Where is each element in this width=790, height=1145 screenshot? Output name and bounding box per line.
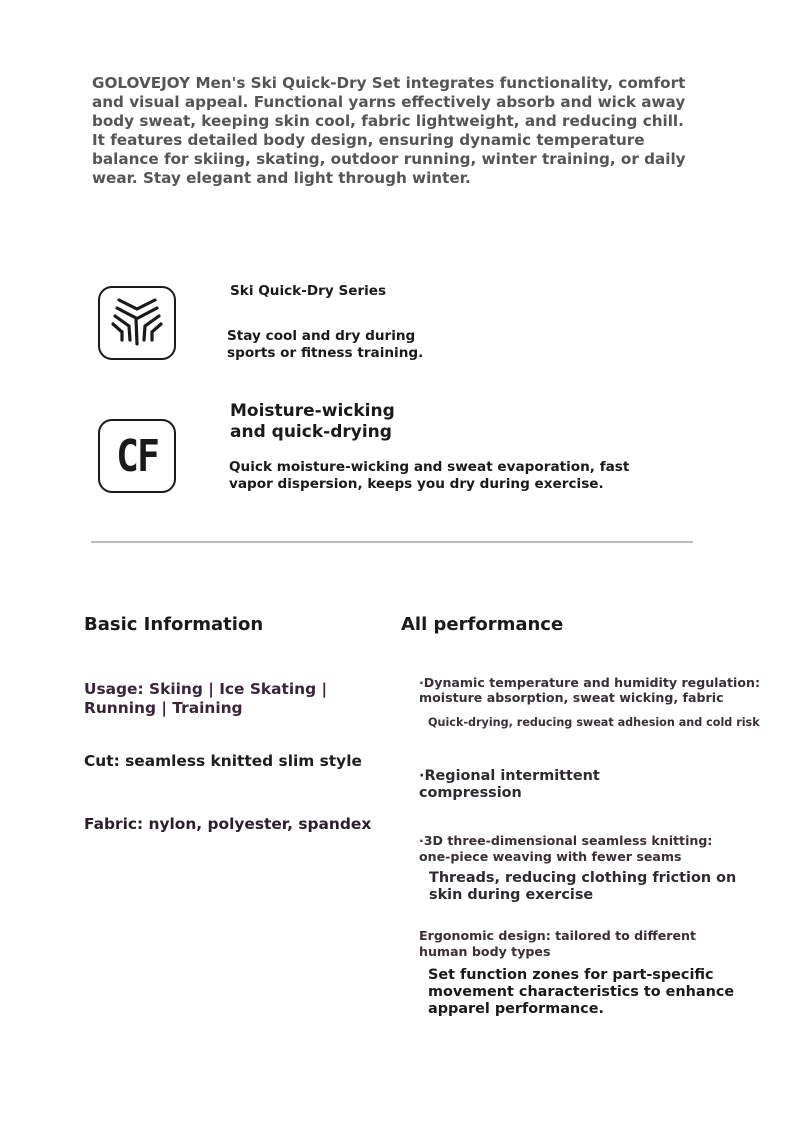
feature-title-line: and quick-drying — [230, 422, 392, 442]
feature-desc-line: vapor dispersion, keeps you dry during exercise. — [229, 476, 604, 492]
usage-line: Usage: Skiing | Ice Skating | — [84, 680, 328, 698]
feature-icon-box — [98, 419, 176, 493]
feature-title-line: Moisture-wicking — [230, 401, 395, 421]
feature-icon-box — [98, 286, 176, 360]
feature-desc-line: Quick moisture-wicking and sweat evaporation, fast — [229, 459, 630, 475]
triple-chevron-icon — [107, 294, 167, 352]
perf-item-sub: skin during exercise — [429, 887, 594, 903]
fabric-info: Fabric: nylon, polyester, spandex — [84, 815, 372, 833]
perf-item-line: ·3D three-dimensional seamless knitting: — [419, 833, 713, 848]
perf-item-line: moisture absorption, sweat wicking, fabric — [419, 690, 724, 705]
perf-item-sub: Set function zones for part-specific — [428, 967, 714, 983]
perf-item-sub: Quick-drying, reducing sweat adhesion and cold risk — [428, 716, 760, 729]
section-divider — [91, 541, 693, 543]
perf-item-line: Ergonomic design: tailored to different — [419, 928, 696, 943]
perf-item-sub: apparel performance. — [428, 1001, 604, 1017]
performance-heading: All performance — [401, 614, 564, 635]
perf-item-sub: Threads, reducing clothing friction on — [429, 870, 737, 886]
perf-item-line: one-piece weaving with fewer seams — [419, 849, 682, 864]
perf-item-line: ·Dynamic temperature and humidity regulation: — [419, 675, 760, 690]
intro-paragraph: GOLOVEJOY Men's Ski Quick-Dry Set integrates functionality, comfort and visual appeal. Functional yarns effectively absorb and wick away body sweat, keeping skin cool, fabric lightweight, and reducing chill. It features detailed body design, ensuring dynamic temperature balance for skiing, skating, outdoor running, winter training, or daily wear. Stay elegant and light through winter. — [92, 74, 686, 187]
perf-item-line: compression — [419, 785, 522, 801]
perf-item-line: ·Regional intermittent — [419, 768, 600, 784]
cut-info: Cut: seamless knitted slim style — [84, 752, 362, 770]
usage-line: Running | Training — [84, 699, 243, 717]
perf-item-sub: movement characteristics to enhance — [428, 984, 735, 1000]
perf-item-line: human body types — [419, 944, 551, 959]
feature-title: Ski Quick-Dry Series — [230, 283, 387, 299]
cf-logo-icon: CF — [116, 430, 158, 482]
basic-info-heading: Basic Information — [84, 614, 264, 635]
feature-desc-line: sports or fitness training. — [227, 345, 424, 361]
feature-desc-line: Stay cool and dry during — [227, 328, 416, 344]
